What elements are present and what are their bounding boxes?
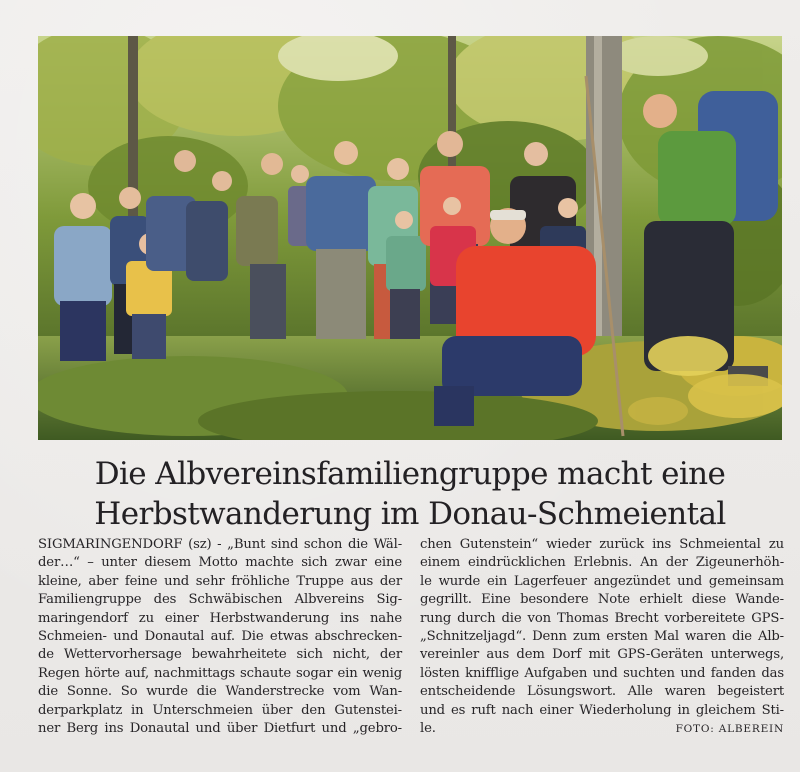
text-line: le wurde ein Lagerfeuer angezündet und gemeinsam xyxy=(420,573,784,589)
text-line: Schmeien- und Donautal auf. Die etwas abschrecken- xyxy=(38,629,402,645)
group-photo xyxy=(38,36,782,440)
text-line: und es ruft nach einer Wiederholung in gleichem Sti- xyxy=(420,702,784,718)
headline-line-2: Herbstwanderung im Donau-Schmeiental xyxy=(94,496,726,532)
last-line-with-credit xyxy=(420,720,784,738)
text-line: derparkplatz in Unterschmeien über den Gutenstei- xyxy=(38,702,402,718)
text-line: „Schnitzeljagd“. Denn zum ersten Mal waren die Alb- xyxy=(420,629,784,645)
text-line: entscheidende Lösungswort. Alle waren begeistert xyxy=(420,684,784,700)
text-line: gegrillt. Eine besondere Note erhielt diese Wande- xyxy=(420,592,784,608)
text-line: vereinler aus dem Dorf mit GPS-Geräten unterwegs, xyxy=(420,647,784,663)
headline-line-1: Die Albvereinsfamiliengruppe macht eine xyxy=(94,456,726,492)
text-line: le. xyxy=(420,721,436,737)
text-line: SIGMARINGENDORF (sz) - „Bunt sind schon die Wäl- xyxy=(38,537,402,552)
text-line: kleine, aber feine und sehr fröhliche Truppe aus der xyxy=(38,573,402,589)
text-line: rung durch die von Thomas Brecht vorbereitete GPS- xyxy=(420,610,784,626)
text-line: de Wettervorhersage bewahrheitete sich nicht, der xyxy=(38,647,402,663)
text-line: die Sonne. So wurde die Wanderstrecke vom Wan- xyxy=(38,684,402,700)
text-line: Regen hörte auf, nachmittags schaute sogar ein wenig xyxy=(38,665,402,681)
article-headline xyxy=(38,454,782,534)
article-column-1 xyxy=(38,536,402,738)
text-line: chen Gutenstein“ wieder zurück ins Schmeiental zu xyxy=(420,537,784,552)
text-line: maringendorf zu einer Herbstwanderung ins nahe xyxy=(38,610,402,626)
text-line: ner Berg ins Donautal und über Dietfurt und „gebro- xyxy=(38,721,402,737)
article-column-2 xyxy=(420,536,784,738)
text-line: Familiengruppe des Schwäbischen Albvereins Sig- xyxy=(38,592,402,608)
text-line: lösten knifflige Aufgaben und suchten und fanden das xyxy=(420,665,784,681)
text-line: der…“ – unter diesem Motto machte sich zwar eine xyxy=(38,555,402,571)
photo-credit: FOTO: ALBEREIN xyxy=(675,723,784,736)
text-line: einem eindrücklichen Erlebnis. An der Zigeunerhöh- xyxy=(420,555,784,571)
